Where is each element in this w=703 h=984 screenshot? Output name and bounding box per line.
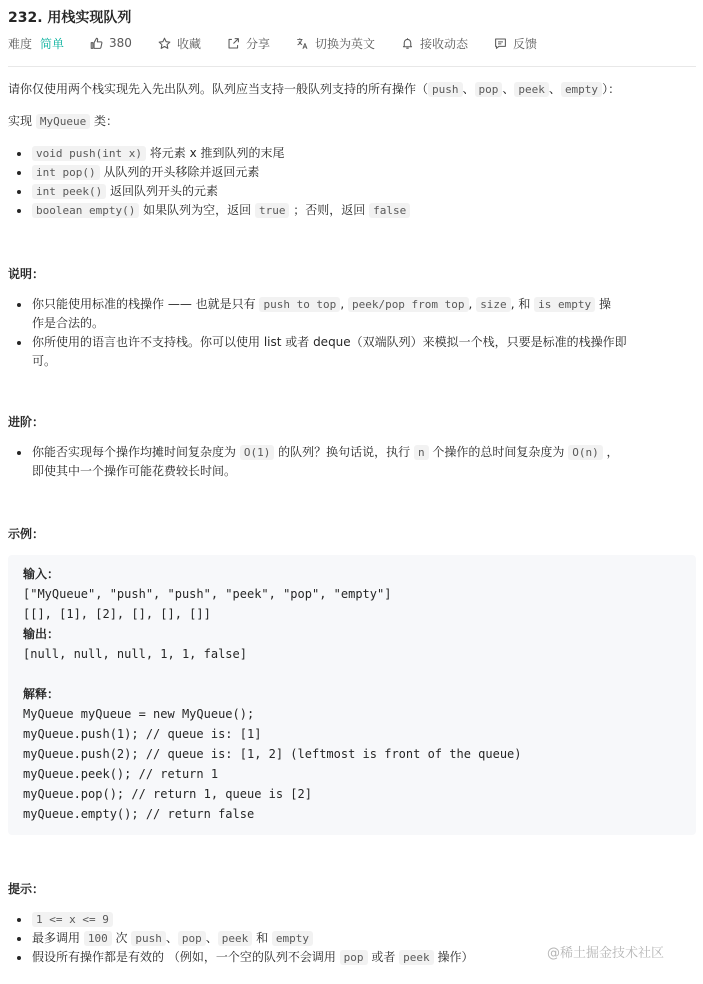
- separator: 和: [252, 931, 272, 945]
- separator: ,: [340, 297, 348, 311]
- code-constraint-x: 1 <= x <= 9: [32, 912, 113, 927]
- follow-updates-label: 接收动态: [419, 36, 468, 51]
- explain-line: myQueue.push(1); // queue is: [1]: [23, 727, 262, 741]
- input-label: 输入：: [23, 567, 60, 581]
- hint-text: 或者: [367, 950, 400, 964]
- explain-line: myQueue.push(2); // queue is: [1, 2] (leftmost is front of the queue): [23, 747, 522, 761]
- explain-line: MyQueue myQueue = new MyQueue();: [23, 707, 255, 721]
- share-label: 分享: [245, 36, 270, 51]
- hint-text: 假设所有操作都是有效的 （例如，一个空的队列不会调用: [32, 950, 340, 964]
- advanced-text: 你能否实现每个操作均摊时间复杂度为: [32, 445, 240, 459]
- star-icon: [158, 37, 171, 50]
- divider: [8, 66, 696, 67]
- note-text: 作是合法的。: [32, 316, 105, 330]
- code-pop: pop: [178, 931, 206, 946]
- code-pop: pop: [475, 82, 503, 97]
- note-text: 你所使用的语言也许不支持栈。你可以使用 list 或者 deque（双端队列）来模拟一个栈，只要是标准的栈操作即: [32, 335, 627, 349]
- method-code: boolean empty(): [32, 203, 139, 218]
- hint-text: 最多调用: [32, 931, 84, 945]
- problem-title: 232. 用栈实现队列: [8, 10, 132, 26]
- advanced-text: 的队列？换句话说，执行: [274, 445, 414, 459]
- example-heading: 示例：: [8, 527, 45, 541]
- list-item: [32, 929, 473, 948]
- method-list: [32, 144, 410, 220]
- list-item: [32, 144, 410, 163]
- method-desc: 如果队列为空，返回: [139, 203, 255, 217]
- notes-list: [32, 295, 627, 371]
- implement-paragraph: [8, 112, 118, 131]
- explain-line: myQueue.pop(); // return 1, queue is [2]: [23, 787, 312, 801]
- input-line: [[], [1], [2], [], [], []]: [23, 607, 211, 621]
- implement-end: 类：: [90, 114, 119, 128]
- code-peek-pop-from-top: peek/pop from top: [348, 297, 469, 312]
- list-item: [32, 948, 473, 967]
- separator: 、: [502, 82, 515, 96]
- favorite-button[interactable]: [158, 35, 201, 52]
- code-peek: peek: [218, 931, 253, 946]
- explain-label: 解释：: [23, 687, 60, 701]
- share-button[interactable]: [227, 35, 270, 52]
- like-button[interactable]: [90, 36, 132, 50]
- method-code: void push(int x): [32, 146, 146, 161]
- separator: 、: [205, 931, 218, 945]
- intro-text: 请你仅使用两个栈实现先入先出队列。队列应当支持一般队列支持的所有操作（: [8, 82, 429, 96]
- code-o1: O(1): [240, 445, 275, 460]
- method-code: int peek(): [32, 184, 106, 199]
- code-class-name: MyQueue: [36, 114, 90, 129]
- list-item: [32, 910, 473, 929]
- feedback-label: 反馈: [513, 36, 538, 51]
- separator: 、: [548, 82, 561, 96]
- separator: 、: [462, 82, 475, 96]
- output-label: 输出：: [23, 627, 60, 641]
- list-item: [32, 163, 410, 182]
- code-on: O(n): [568, 445, 603, 460]
- code-size: size: [476, 297, 511, 312]
- separator: 、: [165, 931, 178, 945]
- code-n: n: [414, 445, 429, 460]
- switch-language-button[interactable]: [296, 35, 375, 52]
- code-empty: empty: [561, 82, 602, 97]
- hint-text: 操作）: [433, 950, 474, 964]
- watermark: @稀土掘金技术社区: [547, 946, 665, 961]
- output-line: [null, null, null, 1, 1, false]: [23, 647, 247, 661]
- code-push-to-top: push to top: [259, 297, 340, 312]
- code-false: false: [369, 203, 410, 218]
- method-desc: ；否则，返回: [289, 203, 370, 217]
- method-desc: 从队列的开头移除并返回元素: [99, 165, 260, 179]
- thumbs-up-icon: [90, 37, 103, 50]
- code-true: true: [255, 203, 290, 218]
- share-icon: [227, 37, 240, 50]
- code-100: 100: [84, 931, 112, 946]
- code-push: push: [131, 931, 166, 946]
- implement-text: 实现: [8, 114, 36, 128]
- method-desc: 返回队列开头的元素: [106, 184, 219, 198]
- hints-list: [32, 910, 473, 967]
- list-item: [32, 443, 619, 481]
- list-item: [32, 333, 627, 371]
- follow-updates-button[interactable]: [401, 35, 468, 52]
- code-peek: peek: [514, 82, 549, 97]
- intro-paragraph: [8, 80, 620, 99]
- code-pop: pop: [340, 950, 368, 965]
- method-code: int pop(): [32, 165, 100, 180]
- note-text: 可。: [32, 354, 57, 368]
- hints-heading: 提示：: [8, 882, 45, 896]
- code-peek: peek: [399, 950, 434, 965]
- feedback-icon: [494, 37, 507, 50]
- switch-language-label: 切换为英文: [314, 36, 375, 51]
- favorite-label: 收藏: [176, 36, 201, 51]
- separator: ,: [468, 297, 477, 311]
- notes-heading: 说明：: [8, 267, 45, 281]
- input-line: ["MyQueue", "push", "push", "peek", "pop", "empty"]: [23, 587, 392, 601]
- note-text: 操: [595, 297, 611, 311]
- code-empty: empty: [272, 931, 313, 946]
- list-item: [32, 295, 627, 333]
- advanced-list: [32, 443, 619, 481]
- explain-line: myQueue.peek(); // return 1: [23, 767, 219, 781]
- separator: , 和: [510, 297, 535, 311]
- method-desc: 将元素 x 推到队列的末尾: [145, 146, 285, 160]
- translate-icon: [296, 37, 309, 50]
- code-is-empty: is empty: [534, 297, 595, 312]
- advanced-text: 个操作的总时间复杂度为: [428, 445, 569, 459]
- problem-meta-bar: [8, 34, 563, 52]
- difficulty-label: 难度: [8, 36, 33, 51]
- code-push: push: [428, 82, 463, 97]
- advanced-text: ，: [602, 445, 619, 459]
- advanced-text: 即使其中一个操作可能花费较长时间。: [32, 464, 237, 478]
- intro-end: ）：: [602, 82, 621, 96]
- example-code-block: [8, 555, 696, 835]
- like-count: 380: [109, 36, 132, 50]
- note-text: 你只能使用标准的栈操作 —— 也就是只有: [32, 297, 260, 311]
- list-item: [32, 201, 410, 220]
- explain-line: myQueue.empty(); // return false: [23, 807, 255, 821]
- hint-text: 次: [111, 931, 132, 945]
- bell-icon: [401, 37, 414, 50]
- list-item: [32, 182, 410, 201]
- feedback-button[interactable]: [494, 35, 537, 52]
- difficulty-badge: 简单: [40, 36, 65, 51]
- advanced-heading: 进阶：: [8, 415, 45, 429]
